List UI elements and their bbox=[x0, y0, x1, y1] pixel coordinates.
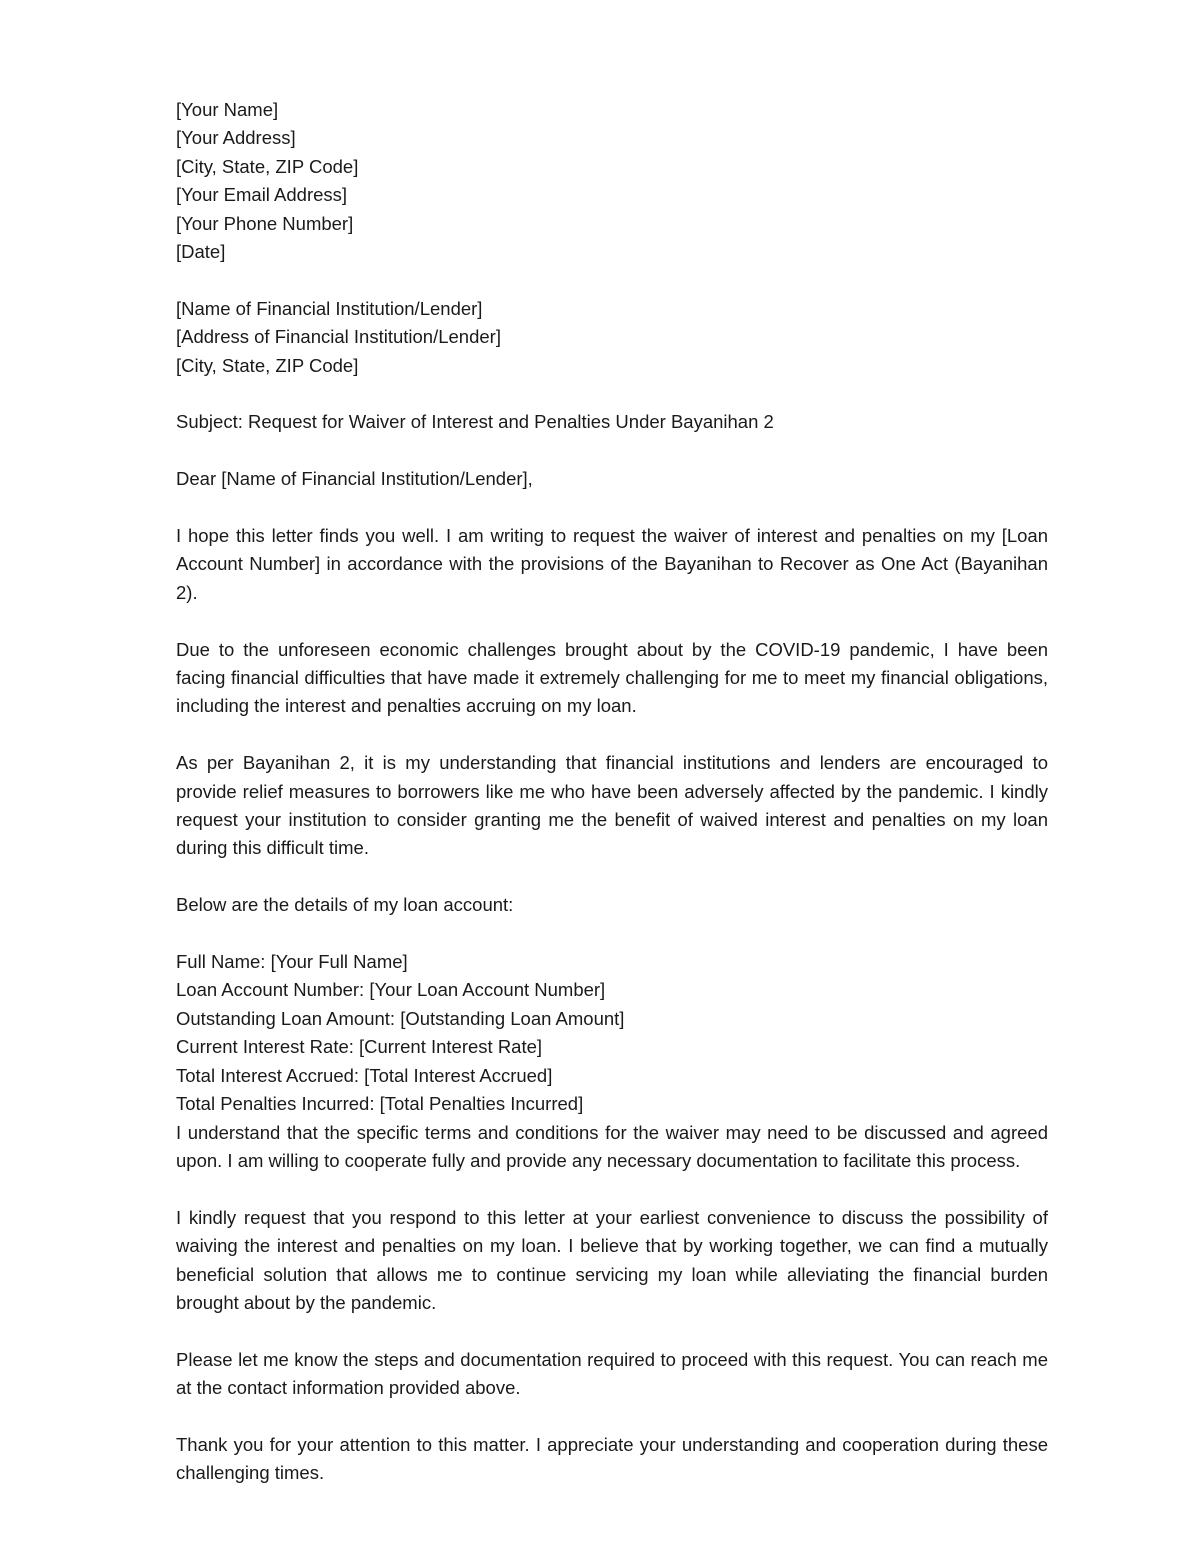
loan-detail-account-number: Loan Account Number: [Your Loan Account Number] bbox=[176, 979, 606, 1001]
loan-details-list bbox=[176, 948, 1048, 1118]
spacer bbox=[176, 266, 1048, 294]
recipient-city-state-zip: [City, State, ZIP Code] bbox=[176, 354, 359, 376]
spacer bbox=[176, 380, 1048, 408]
steps-paragraph: Please let me know the steps and documentation required to proceed with this request. You can reach me at the contact information provided above. bbox=[176, 1348, 1048, 1399]
recipient-name: [Name of Financial Institution/Lender] bbox=[176, 297, 483, 319]
respond-paragraph: I kindly request that you respond to this letter at your earliest convenience to discuss the possibility of waiving the interest and penalties on my loan. I believe that by working together, we can find a mutually beneficial solution that allows me to continue servicing my loan while alleviating the financial burden brought about by the pandemic. bbox=[176, 1206, 1048, 1313]
spacer bbox=[176, 607, 1048, 635]
spacer bbox=[176, 721, 1048, 749]
loan-detail-penalties-incurred: Total Penalties Incurred: [Total Penalties Incurred] bbox=[176, 1093, 584, 1115]
spacer bbox=[176, 920, 1048, 948]
spacer bbox=[176, 1317, 1048, 1345]
loan-detail-interest-rate: Current Interest Rate: [Current Interest Rate] bbox=[176, 1036, 543, 1058]
spacer bbox=[176, 1175, 1048, 1203]
request-paragraph: As per Bayanihan 2, it is my understanding that financial institutions and lenders are encouraged to provide relief measures to borrowers like me who have been adversely affected by the pandemic. I kindly request your institution to consider granting me the benefit of waived interest and penalties on my loan during this difficult time. bbox=[176, 752, 1048, 859]
loan-detail-interest-accrued: Total Interest Accrued: [Total Interest Accrued] bbox=[176, 1064, 553, 1086]
recipient-address: [Address of Financial Institution/Lender] bbox=[176, 326, 501, 348]
sender-phone: [Your Phone Number] bbox=[176, 212, 354, 234]
cooperate-paragraph: I understand that the specific terms and conditions for the waiver may need to be discussed and agreed upon. I am willing to cooperate fully and provide any necessary documentation to facilitate this process. bbox=[176, 1121, 1048, 1171]
intro-paragraph: I hope this letter finds you well. I am writing to request the waiver of interest and penalties on my [Loan Account Number] in accordance with the provisions of the Bayanihan to Recover as One Act (Bayanihan 2). bbox=[176, 525, 1048, 603]
subject-line: Subject: Request for Waiver of Interest and Penalties Under Bayanihan 2 bbox=[176, 411, 774, 433]
letter-page bbox=[176, 96, 1048, 1488]
sender-email: [Your Email Address] bbox=[176, 184, 348, 206]
sender-name: [Your Name] bbox=[176, 99, 279, 120]
hardship-paragraph: Due to the unforeseen economic challenges brought about by the COVID-19 pandemic, I have been facing financial difficulties that have made it extremely challenging for me to meet my financial obligations, including the interest and penalties accruing on my loan. bbox=[176, 638, 1048, 717]
letter-date: [Date] bbox=[176, 241, 226, 263]
spacer bbox=[176, 863, 1048, 891]
recipient-block bbox=[176, 295, 1048, 380]
thanks-paragraph: Thank you for your attention to this matter. I appreciate your understanding and cooperation during these challenging times. bbox=[176, 1433, 1048, 1484]
loan-detail-outstanding-amount: Outstanding Loan Amount: [Outstanding Loan Amount] bbox=[176, 1007, 625, 1029]
details-intro: Below are the details of my loan account: bbox=[176, 894, 514, 916]
spacer bbox=[176, 494, 1048, 522]
sender-city-state-zip: [City, State, ZIP Code] bbox=[176, 155, 359, 177]
spacer bbox=[176, 1403, 1048, 1431]
loan-detail-full-name: Full Name: [Your Full Name] bbox=[176, 951, 408, 973]
sender-block bbox=[176, 96, 1048, 266]
salutation: Dear [Name of Financial Institution/Lender], bbox=[176, 468, 533, 490]
sender-address: [Your Address] bbox=[176, 127, 296, 149]
spacer bbox=[176, 437, 1048, 465]
